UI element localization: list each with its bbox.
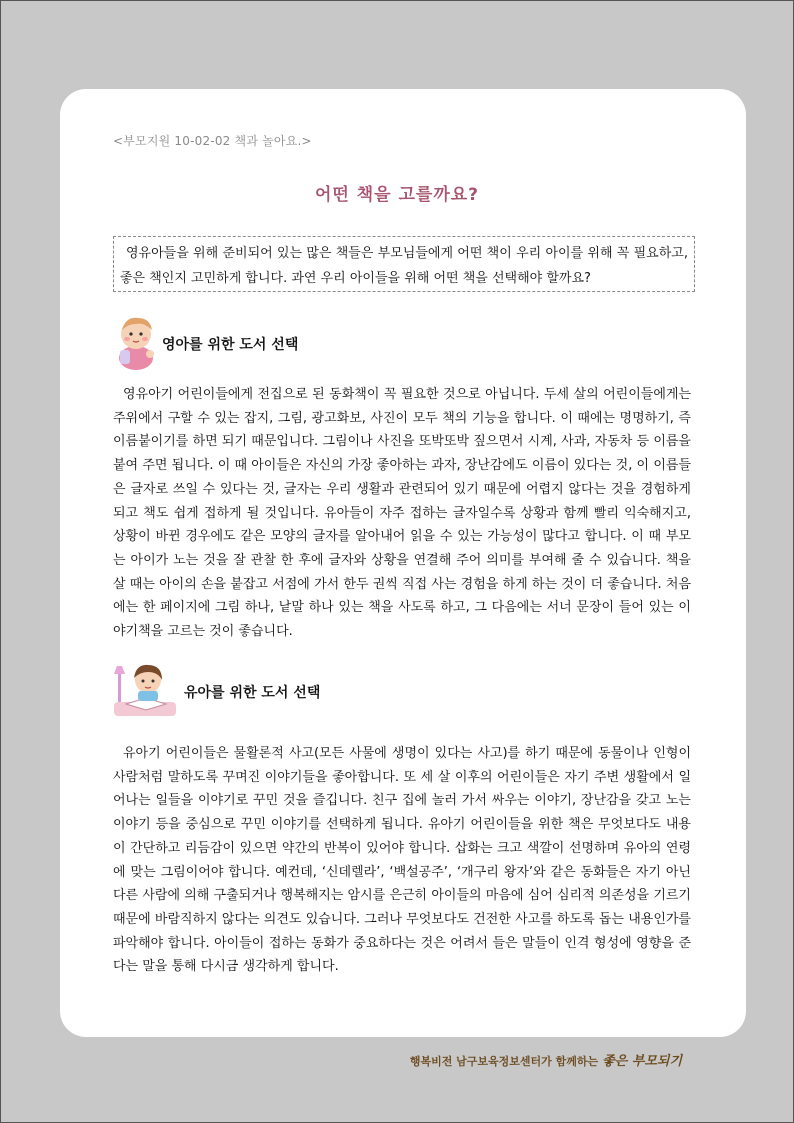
footer-slogan: 좋은 부모되기 — [602, 1054, 682, 1069]
girl-reading-icon — [112, 660, 178, 720]
document-reference: <부모지원 10-02-02 책과 놀아요.> — [113, 134, 312, 148]
baby-icon — [112, 312, 162, 372]
section-toddler-heading — [112, 660, 512, 724]
footer — [410, 1050, 682, 1069]
intro-text: 영유아들을 위해 준비되어 있는 많은 책들은 부모님들에게 어떤 책이 우리 아이를 위해 꼭 필요하고, 좋은 책인지 고민하게 합니다. 과연 우리 아이들을 위해 어떤 책을 선택해야 할까요? — [120, 246, 688, 286]
intro-box — [113, 236, 695, 292]
section-infant-body: 영유아기 어린이들에게 전집으로 된 동화책이 꼭 필요한 것으로 아닙니다. 두세 살의 어린이들에게는 주위에서 구할 수 있는 잡지, 그림, 광고화보, 사진이 모두 책의 기능을 합니다. 이 때에는 명명하기, 즉 이름붙이기를 하면 되기 때문입니다. 그림이나 사진을 또박또박 짚으면서 시계, 사과, 자동차 등 이름을 붙여 주면 됩니다. 이 때 아이들은 자신의 가장 좋아하는 과자, 장난감에도 이름이 있다는 것, 이 이름들은 글자로 쓰일 수 있다는 것, 글자는 우리 생활과 관련되어 있기 때문에 어렵지 않다는 것을 경험하게 되고 책도 쉽게 접하게 될 것입니다. 유아들이 자주 접하는 글자일수록 상황과 함께 빨리 익숙해지고, 상황이 바뀐 경우에도 같은 모양의 글자를 알아내어 읽을 수 있는 가능성이 많다고 합니다. 이 때 부모는 아이가 노는 것을 잘 관찰 한 후에 글자와 상황을 연결해 주어 의미를 부여해 줄 수 있습니다. 책을 살 때는 아이의 손을 붙잡고 서점에 가서 한두 권씩 직접 사는 경험을 하게 하는 것이 더 좋습니다. 처음에는 한 페이지에 그림 하나, 낱말 하나 있는 책을 사도록 하고, 그 다음에는 서너 문장이 들어 있는 이야기책을 고르는 것이 좋습니다. — [113, 387, 691, 640]
page-title: 어떤 책을 고를까요? — [314, 185, 480, 205]
footer-org: 행복비전 남구보육정보센터가 함께하는 — [409, 1055, 599, 1068]
section-infant-heading — [112, 312, 512, 376]
section-infant-title: 영아를 위한 도서 선택 — [162, 337, 299, 353]
section-toddler-title: 유아를 위한 도서 선택 — [184, 685, 321, 701]
section-toddler-body: 유아기 어린이들은 물활론적 사고(모든 사물에 생명이 있다는 사고)를 하기 때문에 동물이나 인형이 사람처럼 말하도록 꾸며진 이야기들을 좋아합니다. 또 세 살 이후의 어린이들은 자기 주변 생활에서 일어나는 일들을 이야기로 꾸민 것을 즐깁니다. 친구 집에 놀러 가서 싸우는 이야기, 장난감을 갖고 노는 이야기 등을 중심으로 꾸민 이야기를 선택하게 됩니다. 유아기 어린이들을 위한 책은 무엇보다도 내용이 간단하고 리듬감이 있으면 약간의 반복이 있어야 합니다. 삽화는 크고 색깔이 선명하며 유아의 연령에 맞는 그림이어야 합니다. 예컨데, ‘신데렐라’, ‘백설공주’, ‘개구리 왕자’와 같은 동화들은 자기 아닌 다른 사람에 의해 구출되거나 행복해지는 암시를 은근히 아이들의 마음에 심어 심리적 의존성을 기르기 때문에 바람직하지 않다는 의견도 있습니다. 그러나 무엇보다도 건전한 사고를 하도록 돕는 내용인가를 파악해야 합니다. 아이들이 접하는 동화가 중요하다는 것은 어려서 들은 말들이 인격 형성에 영향을 준다는 말을 통해 다시금 생각하게 합니다. — [113, 746, 691, 975]
